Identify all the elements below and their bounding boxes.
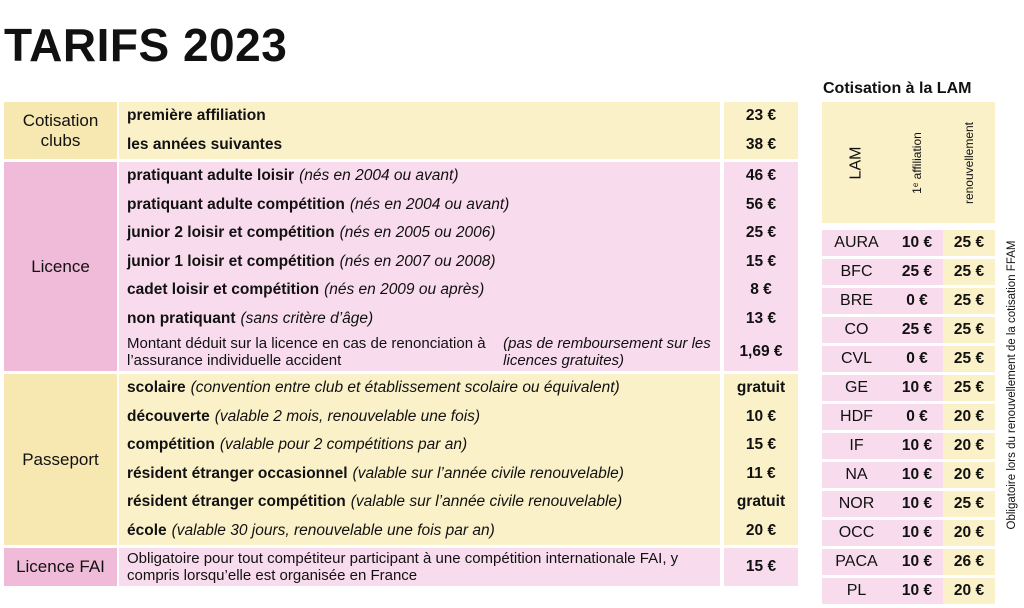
table-row — [119, 219, 798, 248]
row-note: (nés en 2004 ou avant) — [349, 195, 510, 213]
row-label: junior 1 loisir et compétition — [127, 252, 335, 270]
row-description — [119, 276, 720, 305]
row-text: Obligatoire pour tout compétiteur participant à une compétition internationale FAI, y compris lorsqu’elle est organisée en France — [127, 550, 679, 584]
lam-renewal: 20 € — [943, 433, 995, 459]
row-label: junior 2 loisir et compétition — [127, 224, 335, 242]
row-price: 56 € — [720, 191, 798, 220]
lam-region: OCC — [822, 520, 891, 546]
lam-header — [822, 102, 995, 223]
row-price: 11 € — [720, 460, 798, 489]
table-row — [119, 488, 798, 517]
lam-renewal: 25 € — [943, 230, 995, 256]
lam-row — [822, 491, 995, 517]
table-row — [119, 403, 798, 432]
lam-region: NA — [822, 462, 891, 488]
lam-region: PL — [822, 578, 891, 604]
row-price: 20 € — [720, 517, 798, 546]
lam-region: BRE — [822, 288, 891, 314]
row-note: (convention entre club et établissement scolaire ou équivalent) — [190, 379, 620, 397]
row-label: pratiquant adulte compétition — [127, 195, 345, 213]
lam-region: NOR — [822, 491, 891, 517]
table-row — [119, 374, 798, 403]
lam-region: BFC — [822, 259, 891, 285]
row-price: 13 € — [720, 305, 798, 334]
table-row — [119, 248, 798, 277]
lam-affiliation: 10 € — [891, 433, 943, 459]
row-note: (nés en 2005 ou 2006) — [339, 224, 496, 242]
lam-region: GE — [822, 375, 891, 401]
lam-header-region: LAM — [847, 146, 865, 179]
table-row — [119, 460, 798, 489]
row-text: Montant déduit sur la licence en cas de renonciation à l’assurance individuelle accident — [127, 335, 486, 369]
lam-region: IF — [822, 433, 891, 459]
table-row — [119, 431, 798, 460]
row-label: école — [127, 521, 167, 539]
table-row — [119, 191, 798, 220]
lam-renewal: 20 € — [943, 462, 995, 488]
row-price: 15 € — [720, 248, 798, 277]
section-category: Passeport — [4, 374, 119, 545]
row-description — [119, 305, 720, 334]
section — [4, 548, 798, 589]
row-description — [119, 548, 720, 586]
table-row — [119, 517, 798, 546]
row-label: scolaire — [127, 379, 186, 397]
row-label: les années suivantes — [127, 135, 283, 153]
lam-row — [822, 375, 995, 401]
tariffs-table — [4, 102, 798, 589]
row-price: 15 € — [720, 548, 798, 586]
row-note: (nés en 2009 ou après) — [324, 281, 485, 299]
row-description — [119, 517, 720, 546]
lam-affiliation: 10 € — [891, 491, 943, 517]
table-row — [119, 548, 798, 586]
section — [4, 102, 798, 162]
section-category: Cotisation clubs — [4, 102, 119, 159]
row-label: compétition — [127, 436, 215, 454]
row-label: résident étranger occasionnel — [127, 464, 348, 482]
row-label: cadet loisir et compétition — [127, 281, 320, 299]
table-row — [119, 305, 798, 334]
row-note: (valable sur l’année civile renouvelable) — [352, 464, 624, 482]
lam-region: AURA — [822, 230, 891, 256]
lam-row — [822, 462, 995, 488]
lam-affiliation: 10 € — [891, 375, 943, 401]
lam-header-renewal: renouvellement — [962, 121, 976, 204]
row-price: gratuit — [720, 374, 798, 403]
lam-renewal: 20 € — [943, 520, 995, 546]
row-note: (valable 2 mois, renouvelable une fois) — [214, 407, 481, 425]
table-row — [119, 333, 798, 371]
lam-affiliation: 25 € — [891, 259, 943, 285]
row-price: gratuit — [720, 488, 798, 517]
row-description — [119, 333, 720, 371]
row-price: 15 € — [720, 431, 798, 460]
row-price: 25 € — [720, 219, 798, 248]
section-category: Licence — [4, 162, 119, 371]
lam-renewal: 26 € — [943, 549, 995, 575]
lam-affiliation: 10 € — [891, 520, 943, 546]
table-row — [119, 131, 798, 160]
lam-affiliation: 10 € — [891, 462, 943, 488]
row-note: (sans critère d’âge) — [240, 309, 374, 327]
lam-renewal: 20 € — [943, 404, 995, 430]
row-note: (valable pour 2 compétitions par an) — [219, 436, 468, 454]
row-description — [119, 131, 720, 160]
row-note: (pas de remboursement sur les licences gratuites) — [503, 335, 711, 369]
row-label: première affiliation — [127, 107, 266, 125]
table-row — [119, 162, 798, 191]
lam-row — [822, 404, 995, 430]
row-description — [119, 431, 720, 460]
lam-title: Cotisation à la LAM — [823, 80, 972, 97]
lam-row — [822, 578, 995, 604]
table-row — [119, 102, 798, 131]
lam-renewal: 25 € — [943, 375, 995, 401]
lam-region: HDF — [822, 404, 891, 430]
row-price: 46 € — [720, 162, 798, 191]
row-description — [119, 191, 720, 220]
row-label: pratiquant adulte loisir — [127, 167, 295, 185]
lam-renewal: 25 € — [943, 288, 995, 314]
lam-row — [822, 433, 995, 459]
lam-affiliation: 10 € — [891, 578, 943, 604]
page-title: TARIFS 2023 — [4, 19, 288, 71]
row-label: découverte — [127, 407, 210, 425]
lam-region: CVL — [822, 346, 891, 372]
lam-affiliation: 0 € — [891, 346, 943, 372]
lam-renewal: 20 € — [943, 578, 995, 604]
row-note: (nés en 2007 ou 2008) — [339, 252, 496, 270]
row-note: (nés en 2004 ou avant) — [299, 167, 459, 185]
section — [4, 162, 798, 374]
row-description — [119, 488, 720, 517]
lam-row — [822, 520, 995, 546]
row-description — [119, 162, 720, 191]
lam-region: PACA — [822, 549, 891, 575]
row-description — [119, 248, 720, 277]
row-note: (valable sur l’année civile renouvelable) — [350, 493, 623, 511]
lam-affiliation: 10 € — [891, 230, 943, 256]
side-note: Obligatoire lors du renouvellement de la cotisation FFAM — [1006, 240, 1018, 530]
row-description — [119, 374, 720, 403]
lam-affiliation: 0 € — [891, 288, 943, 314]
lam-row — [822, 259, 995, 285]
lam-table — [822, 102, 995, 607]
lam-row — [822, 346, 995, 372]
lam-affiliation: 10 € — [891, 549, 943, 575]
lam-renewal: 25 € — [943, 346, 995, 372]
lam-region: CO — [822, 317, 891, 343]
lam-renewal: 25 € — [943, 491, 995, 517]
row-description — [119, 460, 720, 489]
lam-row — [822, 549, 995, 575]
row-label: non pratiquant — [127, 309, 236, 327]
lam-row — [822, 230, 995, 256]
row-price: 38 € — [720, 131, 798, 160]
row-price: 8 € — [720, 276, 798, 305]
lam-renewal: 25 € — [943, 317, 995, 343]
lam-renewal: 25 € — [943, 259, 995, 285]
row-description — [119, 102, 720, 131]
row-price: 1,69 € — [720, 333, 798, 371]
lam-affiliation: 25 € — [891, 317, 943, 343]
lam-row — [822, 317, 995, 343]
lam-row — [822, 288, 995, 314]
lam-affiliation: 0 € — [891, 404, 943, 430]
row-price: 23 € — [720, 102, 798, 131]
table-row — [119, 276, 798, 305]
row-note: (valable 30 jours, renouvelable une fois par an) — [171, 521, 495, 539]
lam-header-affiliation: 1ᵉ affiliation — [910, 131, 924, 194]
row-label: résident étranger compétition — [127, 493, 346, 511]
row-description — [119, 219, 720, 248]
section — [4, 374, 798, 548]
row-price: 10 € — [720, 403, 798, 432]
section-category: Licence FAI — [4, 548, 119, 586]
row-description — [119, 403, 720, 432]
